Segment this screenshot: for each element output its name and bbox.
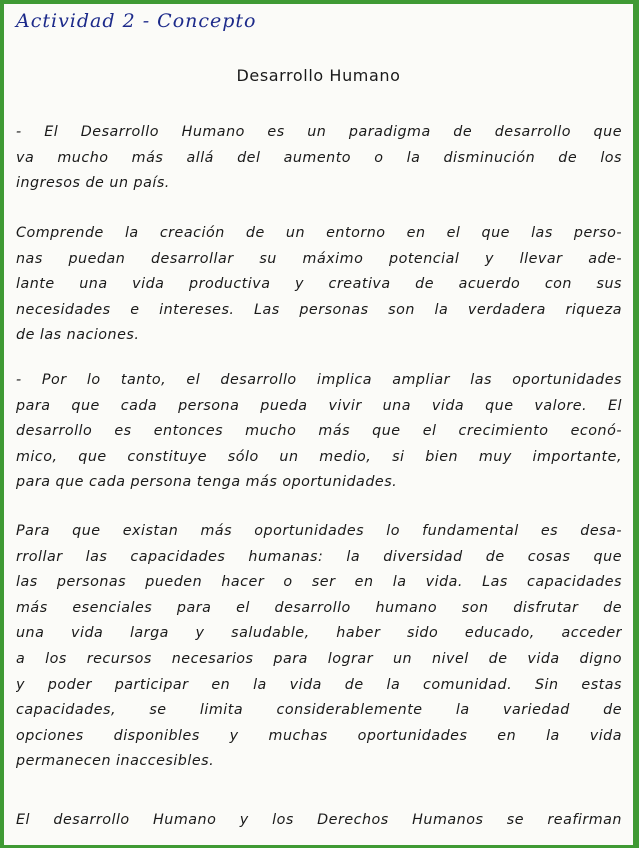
- paragraph-rights: [16, 808, 622, 834]
- activity-header: Actividad 2 - Concepto: [16, 10, 257, 32]
- text-line: las personas pueden hacer o ser en la vida. Las capacidades: [16, 574, 622, 591]
- paragraph-environment: [16, 221, 622, 349]
- document-title: Desarrollo Humano: [236, 66, 401, 85]
- text-line: Para que existan más oportunidades lo fundamental es desa-: [16, 523, 622, 539]
- text-line: y poder participar en la vida de la comunidad. Sin estas: [16, 676, 622, 693]
- text-line: permanecen inaccesibles.: [16, 753, 215, 770]
- paragraph-capabilities: [16, 519, 622, 775]
- text-line: El desarrollo Humano y los Derechos Humanos se reafirman: [16, 812, 622, 828]
- text-line: nas puedan desarrollar su máximo potencial y llevar ade-: [16, 250, 622, 267]
- paragraph-opportunities: [16, 368, 622, 496]
- text-line: de las naciones.: [16, 327, 140, 344]
- text-line: ingresos de un país.: [16, 175, 170, 192]
- paragraph-definition: [16, 120, 622, 197]
- text-line: para que cada persona pueda vivir una vida que valore. El: [16, 397, 622, 414]
- text-line: rrollar las capacidades humanas: la diversidad de cosas que: [16, 548, 622, 565]
- text-line: para que cada persona tenga más oportunidades.: [16, 474, 398, 491]
- text-line: opciones disponibles y muchas oportunidades en la vida: [16, 727, 622, 744]
- text-line: una vida larga y saludable, haber sido educado, acceder: [16, 625, 622, 642]
- text-line: Comprende la creación de un entorno en el que las perso-: [16, 225, 622, 241]
- text-line: necesidades e intereses. Las personas son la verdadera riqueza: [16, 301, 622, 318]
- text-line: - Por lo tanto, el desarrollo implica ampliar las oportunidades: [16, 372, 622, 388]
- text-line: a los recursos necesarios para lograr un nivel de vida digno: [16, 650, 622, 667]
- text-line: - El Desarrollo Humano es un paradigma de desarrollo que: [16, 124, 622, 140]
- text-line: va mucho más allá del aumento o la disminución de los: [16, 149, 622, 166]
- text-line: capacidades, se limita considerablemente la variedad de: [16, 702, 622, 719]
- text-line: desarrollo es entonces mucho más que el crecimiento econó-: [16, 423, 622, 440]
- text-line: más esenciales para el desarrollo humano son disfrutar de: [16, 599, 622, 616]
- text-line: mico, que constituye sólo un medio, si bien muy importante,: [16, 448, 622, 465]
- text-line: lante una vida productiva y creativa de acuerdo con sus: [16, 276, 622, 293]
